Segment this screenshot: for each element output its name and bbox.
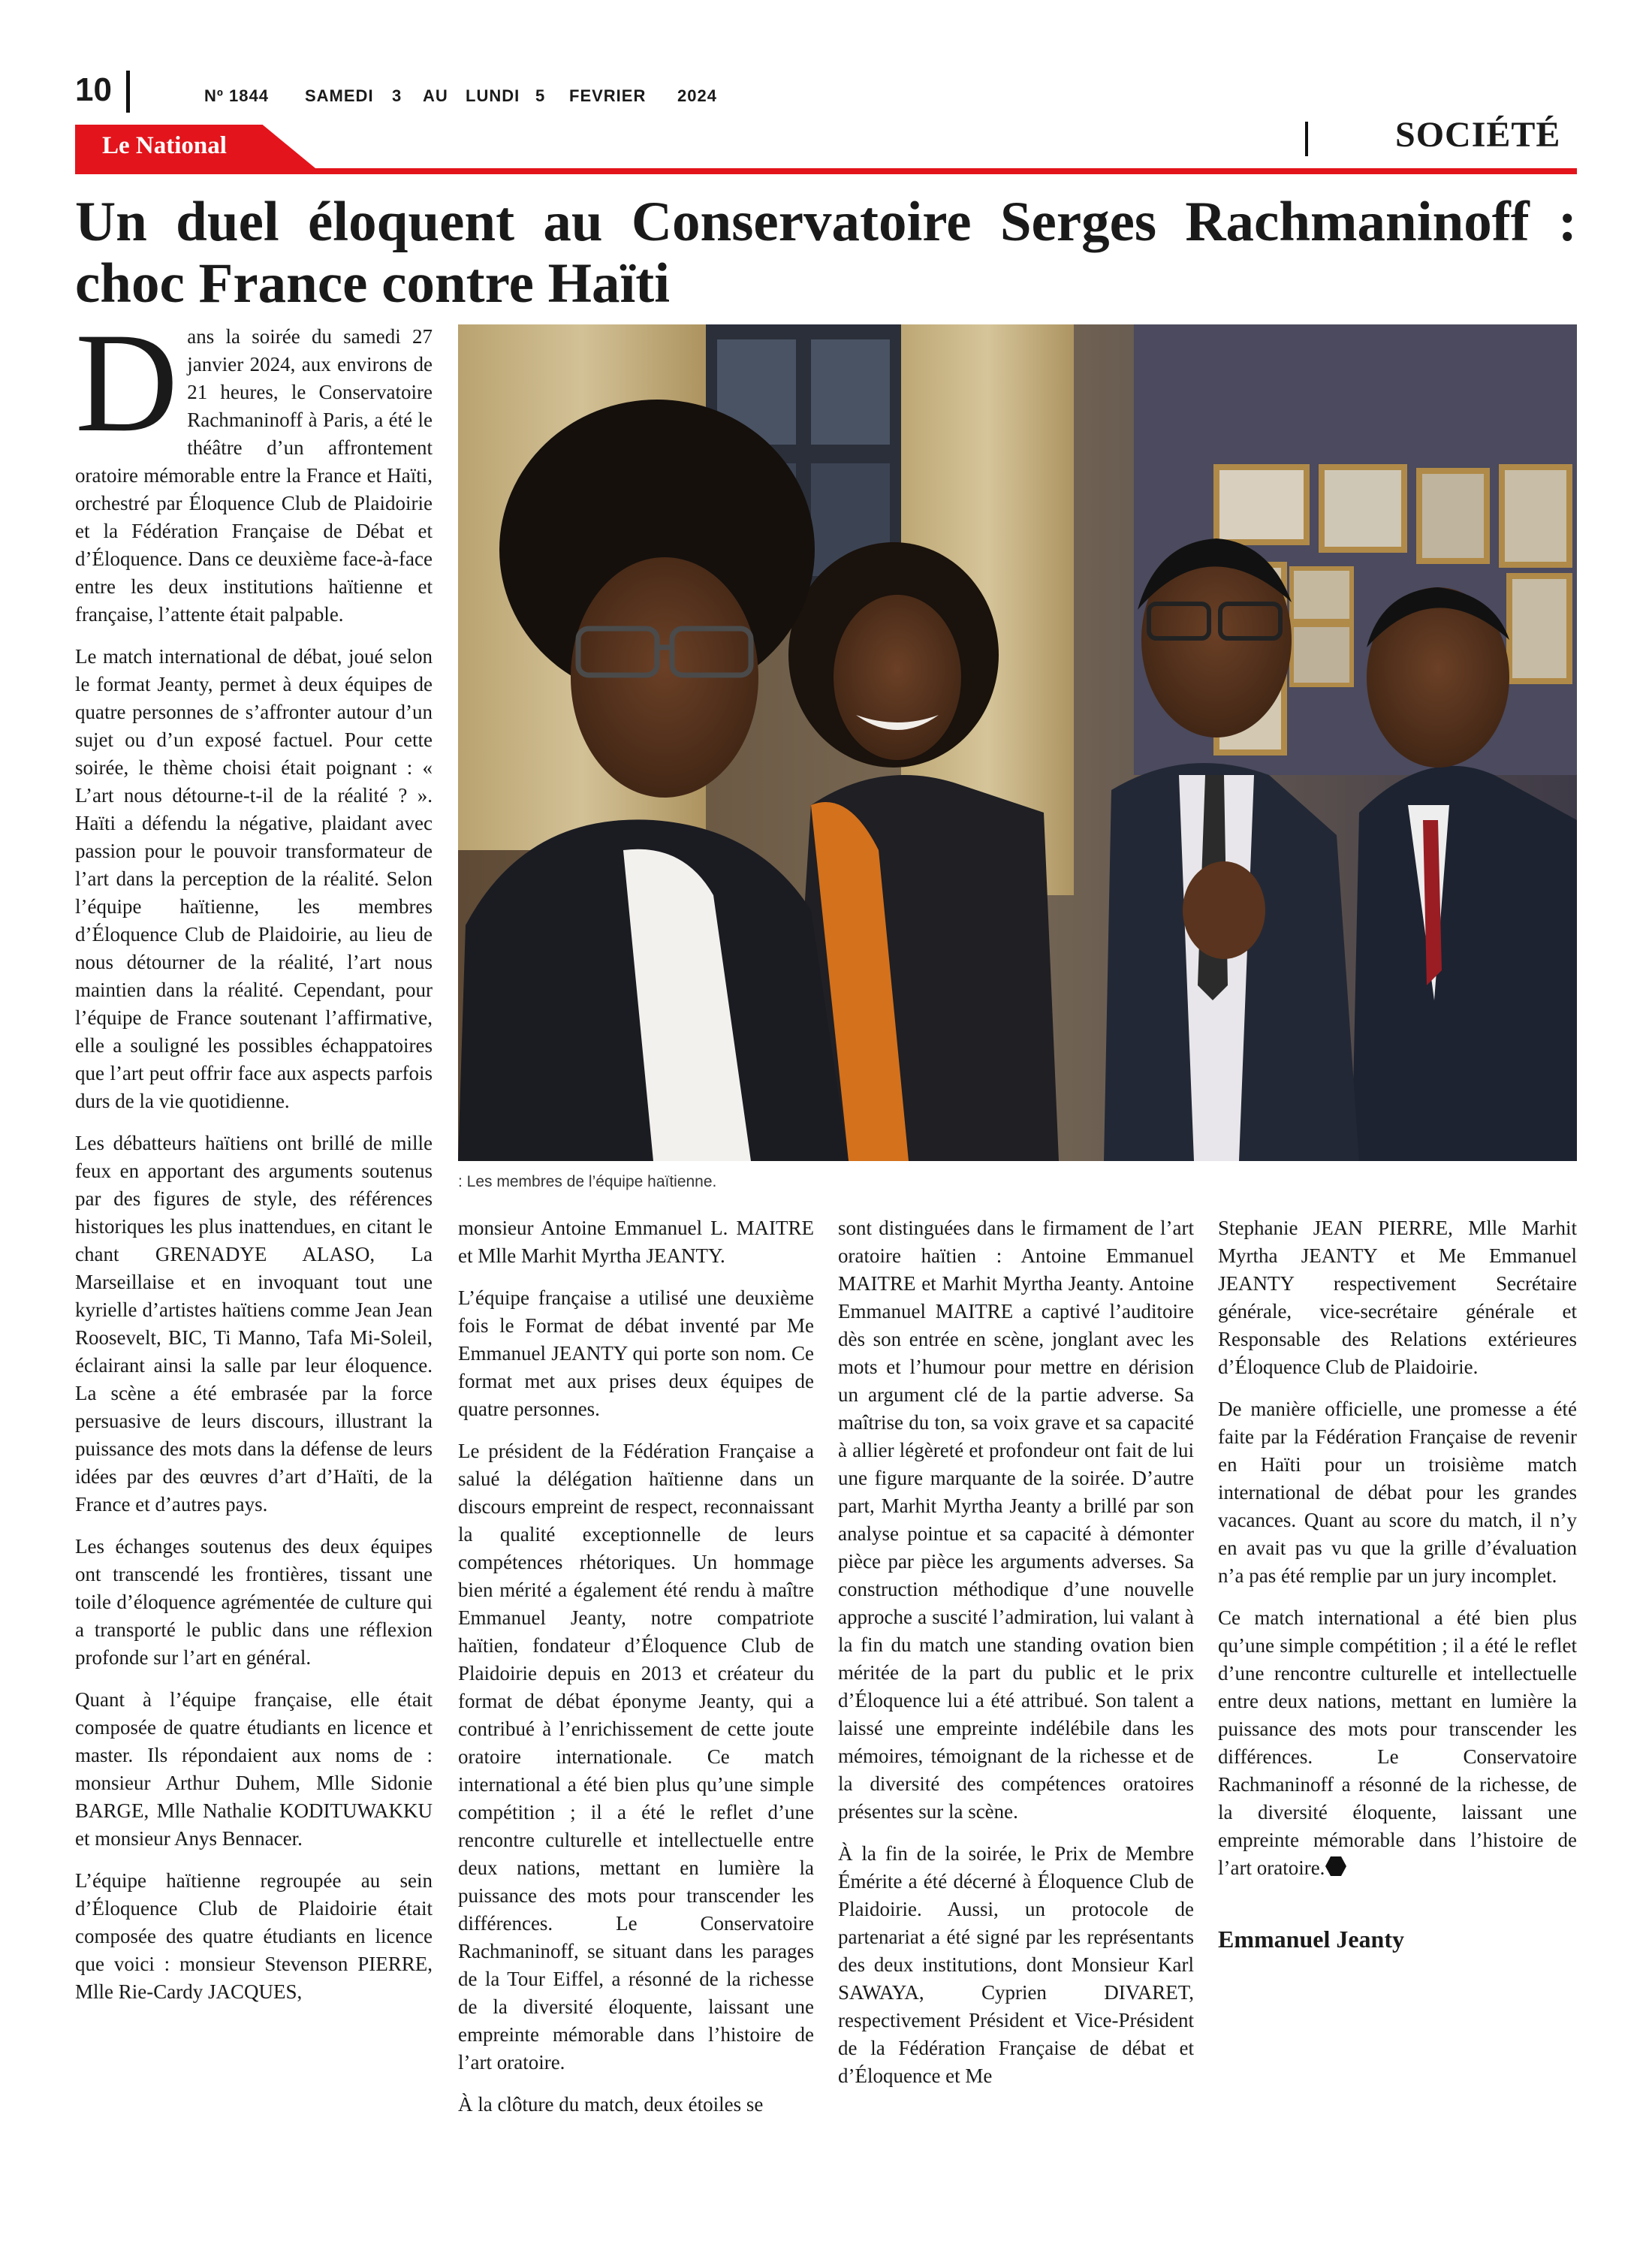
team-photo (458, 324, 1577, 1161)
paragraph-6: L’équipe haïtienne regroupée au sein d’Éloquence Club de Plaidoirie était composée des quatre étudiants en licence que voici : monsieur Stevenson PIERRE, Mlle Rie-Cardy JACQUES, (75, 1869, 433, 2003)
paragraph-15: Ce match international a été bien plus qu’une simple compétition ; il a été le reflet d’une rencontre culturelle et intellectuelle entre deux nations, mettant en lumière la puissance des mots pour transcender les différences. Le Conservatoire Rachmaninoff a résonné de la richesse, de la diversité éloquente, laissant une empreinte mémorable dans l’histoire de l’art oratoire. (1218, 1606, 1577, 1879)
article-column-2 (458, 1214, 814, 2133)
paragraph-14: De manière officielle, une promesse a été faite par la Fédération Française de revenir en Haïti pour un troisième match international de débat pour les grandes vacances. Quant au score du match, il n’y en avait pas vu que la grille d’évaluation n’a pas été remplie par un jury incomplet. (1218, 1398, 1577, 1587)
paragraph-10: À la clôture du match, deux étoiles se (458, 2093, 764, 2116)
article-title-line2: choc France contre Haïti (75, 252, 671, 315)
section-divider (1305, 122, 1308, 156)
paragraph-8: L’équipe française a utilisé une deuxième fois le Format de débat inventé par Me Emmanuel JEANTY qui porte son nom. Ce format met aux prises deux équipes de quatre personnes. (458, 1286, 814, 1420)
date-connector: AU (423, 86, 448, 105)
date-weekday-start: SAMEDI (305, 86, 374, 105)
photo-caption: : Les membres de l’équipe haïtienne. (458, 1173, 717, 1190)
paragraph-3: Les débatteurs haïtiens ont brillé de mille feux en apportant des arguments soutenus par des figures de style, des références historiques les plus inattendues, en citant le chant GRENADYE ALASO, La Marseillaise et en invoquant tout une kyrielle d’artistes haïtiens comme Jean Jean Roosevelt, BIC, Ti Manno, Tafa Mi-Soleil, éclairant ainsi la salle par leur éloquence. La scène a été embrasée par la force persuasive de leurs discours, illustrant la puissance des mots dans la défense de leurs idées par des œuvres d’art d’Haïti, de la France et d’autres pays. (75, 1132, 433, 1516)
page-number: 10 (75, 71, 112, 108)
paragraph-13: Stephanie JEAN PIERRE, Mlle Marhit Myrtha JEANTY et Me Emmanuel JEANTY respectivement Secrétaire générale, vice-secrétaire générale et Responsable des Relations extérieures d’Éloquence Club de Plaidoirie. (1218, 1217, 1577, 1378)
article-column-1 (75, 304, 433, 2020)
date-month: FEVRIER (569, 86, 647, 105)
article-column-3 (838, 1214, 1194, 2104)
article-author: Emmanuel Jeanty (1218, 1925, 1404, 1953)
drop-cap: D (75, 304, 179, 462)
section-title: SOCIÉTÉ (1395, 115, 1561, 155)
article-title-line1: Un duel éloquent au Conservatoire Serges Rachmaninoff : (75, 191, 1577, 253)
paragraph-9: Le président de la Fédération Française a salué la délégation haïtienne dans un discours empreint de respect, reconnaissant la qualité exceptionnelle de leurs compétences rhétoriques. Un hommage bien mérité a également été rendu à maître Emmanuel Jeanty, notre compatriote haïtien, fondateur d’Éloquence Club de Plaidoirie depuis en 2013 et créateur du format de débat éponyme Jeanty, qui a contribué à l’enrichissement de cette joute oratoire internationale. Ce match international a été bien plus qu’une simple compétition ; il a été le reflet d’une rencontre culturelle et intellectuelle entre deux nations, mettant en lumière la puissance des mots pour transcender les différences. Le Conservatoire Rachmaninoff, se situant dans les parages de la Tour Eiffel, a résonné de la richesse de la diversité éloquente, laissant une empreinte mémorable dans l’histoire de l’art oratoire. (458, 1440, 814, 2074)
paragraph-4: Les échanges soutenus des deux équipes ont transcendé les frontières, tissant une toile d’éloquence agrémentée de culture qui a transporté le public dans une réflexion profonde sur l’art en général. (75, 1535, 433, 1669)
article-column-4 (1218, 1214, 1577, 1953)
end-mark-icon (1325, 1855, 1347, 1885)
paragraph-5: Quant à l’équipe française, elle était composée de quatre étudiants en licence et master. Ils répondaient aux noms de : monsieur Arthur Duhem, Mlle Sidonie BARGE, Mlle Nathalie KODITUWAKKU et monsieur Anys Bennacer. (75, 1688, 433, 1850)
page-number-divider (126, 71, 130, 113)
paragraph-12: À la fin de la soirée, le Prix de Membre Émérite a été décerné à Éloquence Club de Plaidoirie. Aussi, un protocole de partenariat a été signé par les représentants des deux institutions, dont Monsieur Karl SAWAYA, Cyprien DIVARET, respectivement Président et Vice-Président de la Fédération Française de débat et d’Éloquence et Me (838, 1842, 1194, 2087)
date-day-start: 3 (392, 86, 402, 105)
date-day-end: 5 (535, 86, 546, 105)
paragraph-2: Le match international de débat, joué selon le format Jeanty, permet à deux équipes de quatre personnes de s’affronter autour d’un sujet ou d’un exposé factuel. Pour cette soirée, le thème choisi était poignant : « L’art nous détourne-t-il de la réalité ? ». Haïti a défendu la négative, plaidant avec passion pour le pouvoir transformateur de l’art dans la perception de la réalité. Selon l’équipe haïtienne, les membres d’Éloquence Club de Plaidoirie, au lieu de nous détourner de la réalité, l’art nous maintien dans la réalité. Cependant, pour l’équipe de France soutenant l’affirmative, elle a souligné les possibles échappatoires que l’art peut offrir face aux aspects parfois durs de la vie quotidienne. (75, 645, 433, 1112)
date-year: 2024 (677, 86, 717, 105)
paragraph-7: monsieur Antoine Emmanuel L. MAITRE et Mlle Marhit Myrtha JEANTY. (458, 1217, 814, 1267)
paragraph-11: sont distinguées dans le firmament de l’art oratoire haïtien : Antoine Emmanuel MAITRE et Marhit Myrtha Jeanty. Antoine Emmanuel MAITRE a captivé l’auditoire dès son entrée en scène, jonglant avec les mots et l’humour pour mettre en dérision un argument clé de la partie adverse. Sa maîtrise du ton, sa voix grave et sa capacité à allier légèreté et profondeur ont fait de lui une figure marquante de la soirée. D’autre part, Marhit Myrtha Jeanty a brillé par son analyse pointue et sa capacité à démonter pièce par pièce les arguments adverses. Sa construction méthodique d’une nouvelle approche a suscité l’admiration, lui valant à la fin du match une standing ovation bien méritée de la part du public et le prix d’Éloquence lui a été attribué. Son talent a laissé une empreinte indélébile dans les mémoires, témoignant de la richesse et de la diversité des compétences oratoires présentes sur la scène. (838, 1217, 1194, 1823)
publication-name: Le National (102, 132, 227, 159)
paragraph-1: ans la soirée du samedi 27 janvier 2024, aux environs de 21 heures, le Conservatoire Rachmaninoff à Paris, a été le théâtre d’un affrontement oratoire mémorable entre la France et Haïti, orchestré par Éloquence Club de Plaidoirie et la Fédération Française de Débat et d’Éloquence. Dans ce deuxième face-à-face entre les deux institutions haïtienne et française, l’attente était palpable. (75, 325, 433, 626)
date-weekday-end: LUNDI (466, 86, 520, 105)
issue-number: Nº 1844 (204, 86, 269, 105)
header-rule (75, 168, 1577, 174)
